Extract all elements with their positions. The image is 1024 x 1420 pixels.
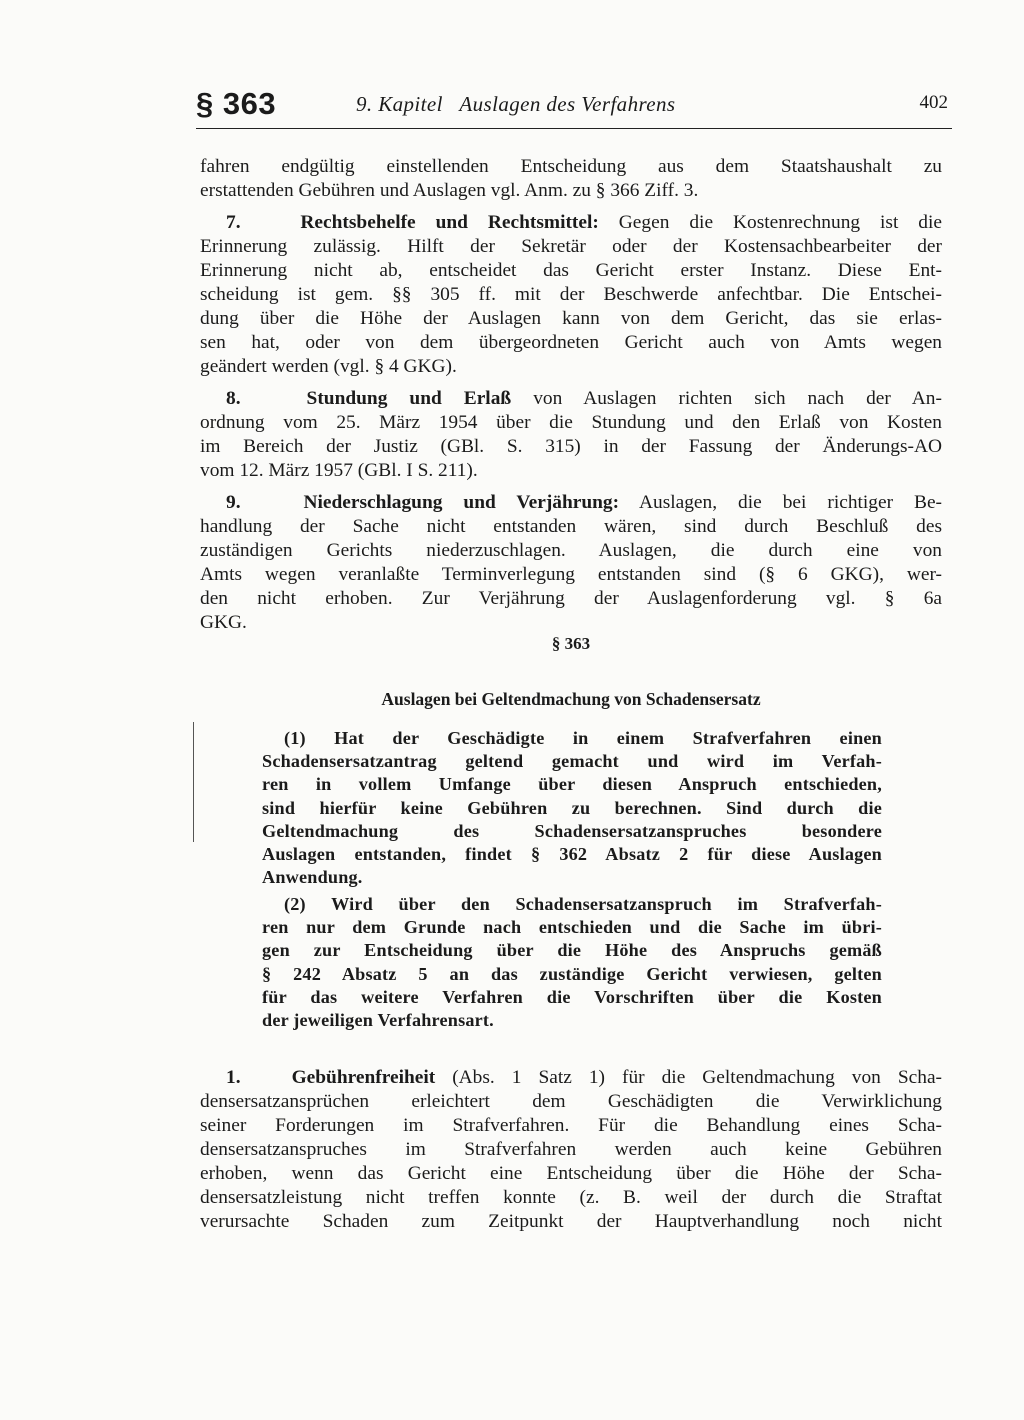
- statute-line: sind hierfür keine Gebühren zu berechnen. Sind durch die: [262, 797, 882, 818]
- note-8-line: im Bereich der Justiz (GBl. S. 315) in der Fassung der Änderungs-AO: [200, 436, 942, 457]
- note-7-line: Erinnerung nicht ab, entscheidet das Gericht erster Instanz. Diese Ent-: [200, 260, 942, 281]
- note-9-line: GKG.: [200, 612, 247, 633]
- commentary-note-1: [200, 1066, 942, 1234]
- note-7-line: scheidung ist gem. §§ 305 ff. mit der Beschwerde anfechtbar. Die Entschei-: [200, 284, 942, 305]
- note-8-line: ordnung vom 25. März 1954 über die Stundung und den Erlaß von Kosten: [200, 412, 942, 433]
- note-9-first-line: [200, 491, 942, 515]
- note-7-number: 7.: [226, 212, 241, 233]
- statute-line: Anwendung.: [262, 867, 363, 888]
- header-chapter-title: 9. Kapitel Auslagen des Verfahrens: [356, 92, 676, 116]
- statute-line: Schadensersatzantrag geltend gemacht und wird im Verfah-: [262, 751, 882, 772]
- note-1-line: densersatzleistung nicht treffen konnte (z. B. weil der durch die Straftat: [200, 1187, 942, 1208]
- section-title: Auslagen bei Geltendmachung von Schadensersatz: [381, 689, 761, 709]
- statute-line: Auslagen entstanden, findet § 362 Absatz 2 für diese Auslagen: [262, 844, 882, 865]
- statute-line: (1) Hat der Geschädigte in einem Strafverfahren einen: [284, 728, 882, 748]
- note-1-line: verursachte Schaden zum Zeitpunkt der Hauptverhandlung noch nicht: [200, 1211, 942, 1232]
- note-1-line: densersatzansprüchen erleichtert dem Geschädigten die Verwirklichung: [200, 1091, 942, 1112]
- note-9-line: handlung der Sache nicht entstanden wären, sind durch Beschluß des: [200, 516, 942, 537]
- running-header: [196, 84, 948, 130]
- note-8-text: von Auslagen richten sich nach der An-: [533, 388, 942, 409]
- note-8-number: 8.: [226, 388, 241, 409]
- statute-line: gen zur Entscheidung über die Höhe des Anspruchs gemäß: [262, 940, 882, 961]
- note-7-line: Erinnerung zulässig. Hilft der Sekretär oder der Kostensachbearbeiter der: [200, 236, 942, 257]
- note-7-heading: Rechtsbehelfe und Rechtsmittel:: [300, 212, 599, 233]
- note-8-und: und: [409, 388, 442, 409]
- statute-line: für das weitere Verfahren die Vorschriften über die Kosten: [262, 986, 882, 1007]
- note-9-line: Amts wegen veranlaßte Terminverlegung entstanden sind (§ 6 GKG), wer-: [200, 564, 942, 585]
- note-8-line: vom 12. März 1957 (GBl. I S. 211).: [200, 460, 478, 481]
- note-8-heading-b: Erlaß: [463, 388, 512, 409]
- note-1-heading: Gebührenfreiheit: [291, 1067, 436, 1088]
- statute-paragraph-2: [262, 893, 882, 1032]
- statute-line: Geltendmachung des Schadensersatzanspruches besondere: [262, 820, 882, 841]
- statute-line: ren in vollem Umfange über diesen Anspruch entschieden,: [262, 774, 882, 795]
- commentary-top: [200, 155, 942, 635]
- margin-bar: [193, 722, 194, 842]
- note-1-line: erhoben, wenn das Gericht eine Entscheidung über die Höhe der Scha-: [200, 1163, 942, 1184]
- note-7-text: Gegen die Kostenrechnung ist die: [618, 212, 942, 233]
- note-7-first-line: [200, 211, 942, 235]
- note-9-number: 9.: [226, 492, 241, 513]
- header-section-number: § 363: [196, 86, 277, 121]
- note-9-line: den nicht erhoben. Zur Verjährung der Auslagenforderung vgl. § 6a: [200, 588, 942, 609]
- statute-paragraph-1: [262, 727, 882, 889]
- section-label: § 363: [551, 634, 591, 653]
- statute-line: ren nur dem Grunde nach entschieden und die Sache im übri-: [262, 917, 882, 938]
- note-1-line: seiner Forderungen im Strafverfahren. Für die Behandlung eines Scha-: [200, 1115, 942, 1136]
- header-rule: [196, 128, 952, 129]
- note-7-line: geändert werden (vgl. § 4 GKG).: [200, 356, 457, 377]
- note-1-line: densersatzanspruches im Strafverfahren werden auch keine Gebühren: [200, 1139, 942, 1160]
- note-7-line: dung über die Höhe der Auslagen kann von dem Gericht, das sie erlas-: [200, 308, 942, 329]
- intro-line: fahren endgültig einstellenden Entscheidung aus dem Staatshaushalt zu: [200, 156, 942, 177]
- note-1-text: (Abs. 1 Satz 1) für die Geltendmachung von Scha-: [452, 1067, 943, 1088]
- note-1-number: 1.: [226, 1067, 241, 1088]
- intro-line: erstattenden Gebühren und Auslagen vgl. Anm. zu § 366 Ziff. 3.: [200, 180, 699, 201]
- note-8-first-line: [200, 387, 942, 411]
- note-9-line: zuständigen Gerichts niederzuschlagen. Auslagen, die durch eine von: [200, 540, 942, 561]
- note-9-heading: Niederschlagung und Verjährung:: [303, 492, 620, 513]
- note-7-line: sen hat, oder von dem übergeordneten Gericht auch von Amts wegen: [200, 332, 942, 353]
- note-1-first-line: [200, 1066, 942, 1090]
- statute-line: § 242 Absatz 5 an das zuständige Gericht verwiesen, gelten: [262, 963, 882, 984]
- note-9-text: Auslagen, die bei richtiger Be-: [639, 492, 943, 513]
- page-number: 402: [919, 92, 948, 113]
- statute-line: (2) Wird über den Schadensersatzanspruch im Strafverfah-: [284, 894, 882, 914]
- statute-line: der jeweiligen Verfahrensart.: [262, 1010, 494, 1031]
- note-8-heading-a: Stundung: [306, 388, 388, 409]
